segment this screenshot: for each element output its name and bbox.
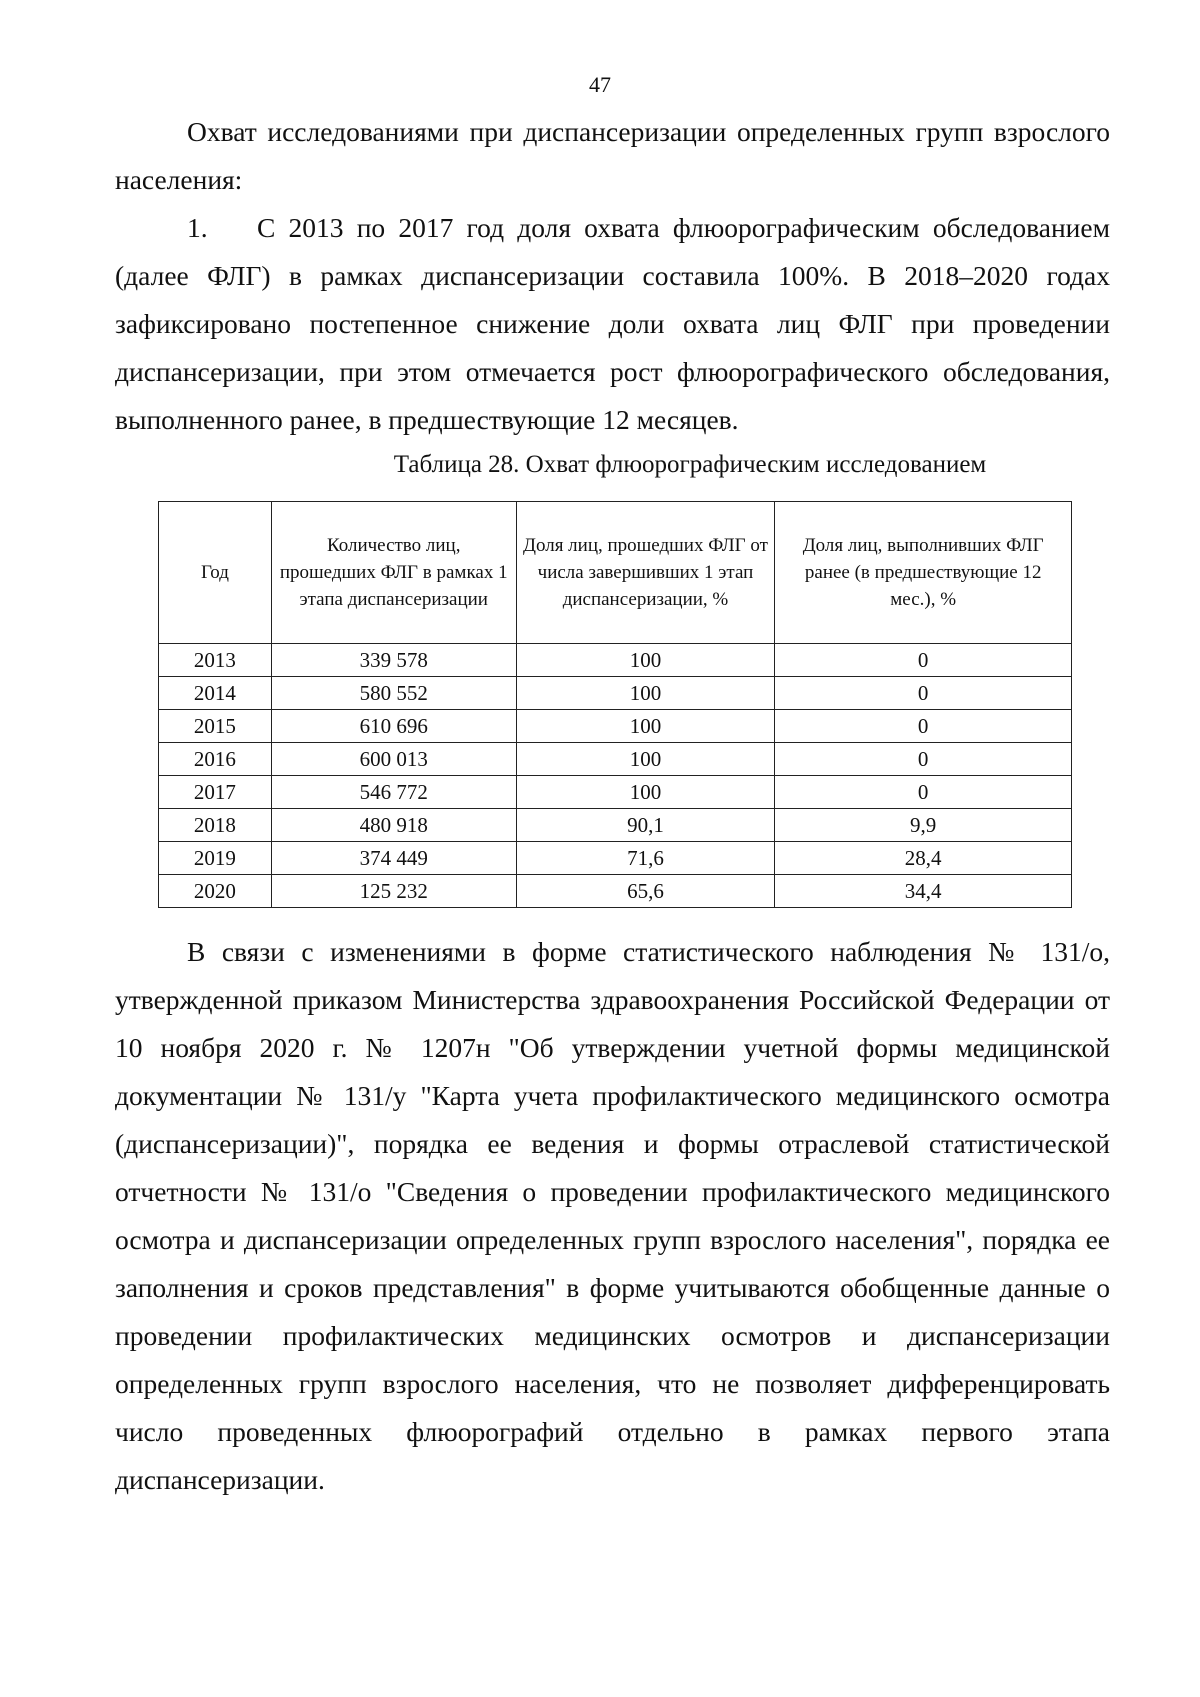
table-row	[159, 875, 1072, 908]
table-row	[159, 743, 1072, 776]
cell-share-earlier: 9,9	[775, 809, 1072, 842]
cell-year: 2017	[159, 776, 272, 809]
header-share-completed: Доля лиц, прошедших ФЛГ от числа завершивших 1 этап диспансеризации, %	[516, 502, 775, 644]
cell-share-completed: 100	[516, 677, 775, 710]
cell-share-earlier: 0	[775, 743, 1072, 776]
cell-share-earlier: 0	[775, 710, 1072, 743]
cell-share-earlier: 34,4	[775, 875, 1072, 908]
after-table-text: В связи с изменениями в форме статистического наблюдения № 131/о, утвержденной приказом Министерства здравоохранения Российской Федерации от 10 ноября 2020 г. № 1207н "Об утверждении учетной формы медицинской документации № 131/у "Карта учета профилактического медицинского осмотра (диспансеризации)", порядка ее ведения и формы отраслевой статистической отчетности № 131/о "Сведения о проведении профилактического медицинского осмотра и диспансеризации определенных групп взрослого населения", порядка ее заполнения и сроков представления" в форме учитываются обобщенные данные о проведении профилактических медицинских осмотров и диспансеризации определенных групп взрослого населения, что не позволяет дифференцировать число проведенных флюорографий отдельно в рамках первого этапа диспансеризации.	[115, 936, 1110, 1495]
cell-year: 2016	[159, 743, 272, 776]
table-row	[159, 677, 1072, 710]
cell-share-earlier: 0	[775, 644, 1072, 677]
cell-year: 2014	[159, 677, 272, 710]
cell-count: 610 696	[271, 710, 516, 743]
cell-share-earlier: 0	[775, 776, 1072, 809]
table-row	[159, 710, 1072, 743]
cell-share-completed: 100	[516, 743, 775, 776]
cell-count: 600 013	[271, 743, 516, 776]
intro-paragraph	[115, 108, 1110, 204]
numbered-item-1	[115, 204, 1110, 444]
item-number: 1.	[187, 212, 208, 243]
table-row	[159, 842, 1072, 875]
cell-share-completed: 100	[516, 644, 775, 677]
cell-share-completed: 90,1	[516, 809, 775, 842]
after-table-paragraph	[115, 928, 1110, 1504]
cell-count: 480 918	[271, 809, 516, 842]
cell-year: 2020	[159, 875, 272, 908]
table-caption: Таблица 28. Охват флюорографическим исследованием	[393, 451, 987, 478]
table-row	[159, 809, 1072, 842]
cell-share-earlier: 0	[775, 677, 1072, 710]
cell-year: 2018	[159, 809, 272, 842]
cell-count: 374 449	[271, 842, 516, 875]
cell-year: 2015	[159, 710, 272, 743]
cell-share-completed: 100	[516, 776, 775, 809]
cell-count: 546 772	[271, 776, 516, 809]
table-row	[159, 644, 1072, 677]
table-row	[159, 776, 1072, 809]
item-text: С 2013 по 2017 год доля охвата флюорографическим обследованием (далее ФЛГ) в рамках диспансеризации составила 100%. В 2018–2020 годах зафиксировано постепенное снижение доли охвата лиц ФЛГ при проведении диспансеризации, при этом отмечается рост флюорографического обследования, выполненного ранее, в предшествующие 12 месяцев.	[115, 212, 1110, 435]
cell-year: 2013	[159, 644, 272, 677]
page-number: 47	[589, 72, 611, 97]
cell-count: 125 232	[271, 875, 516, 908]
cell-share-completed: 71,6	[516, 842, 775, 875]
cell-share-earlier: 28,4	[775, 842, 1072, 875]
cell-count: 580 552	[271, 677, 516, 710]
cell-share-completed: 100	[516, 710, 775, 743]
intro-text: Охват исследованиями при диспансеризации определенных групп взрослого населения:	[115, 116, 1110, 195]
cell-share-completed: 65,6	[516, 875, 775, 908]
coverage-table	[158, 501, 1072, 908]
cell-year: 2019	[159, 842, 272, 875]
cell-count: 339 578	[271, 644, 516, 677]
header-year: Год	[159, 502, 272, 644]
header-share-earlier: Доля лиц, выполнивших ФЛГ ранее (в предшествующие 12 мес.), %	[775, 502, 1072, 644]
header-count: Количество лиц, прошедших ФЛГ в рамках 1 этапа диспансеризации	[271, 502, 516, 644]
table-header-row	[159, 502, 1072, 644]
